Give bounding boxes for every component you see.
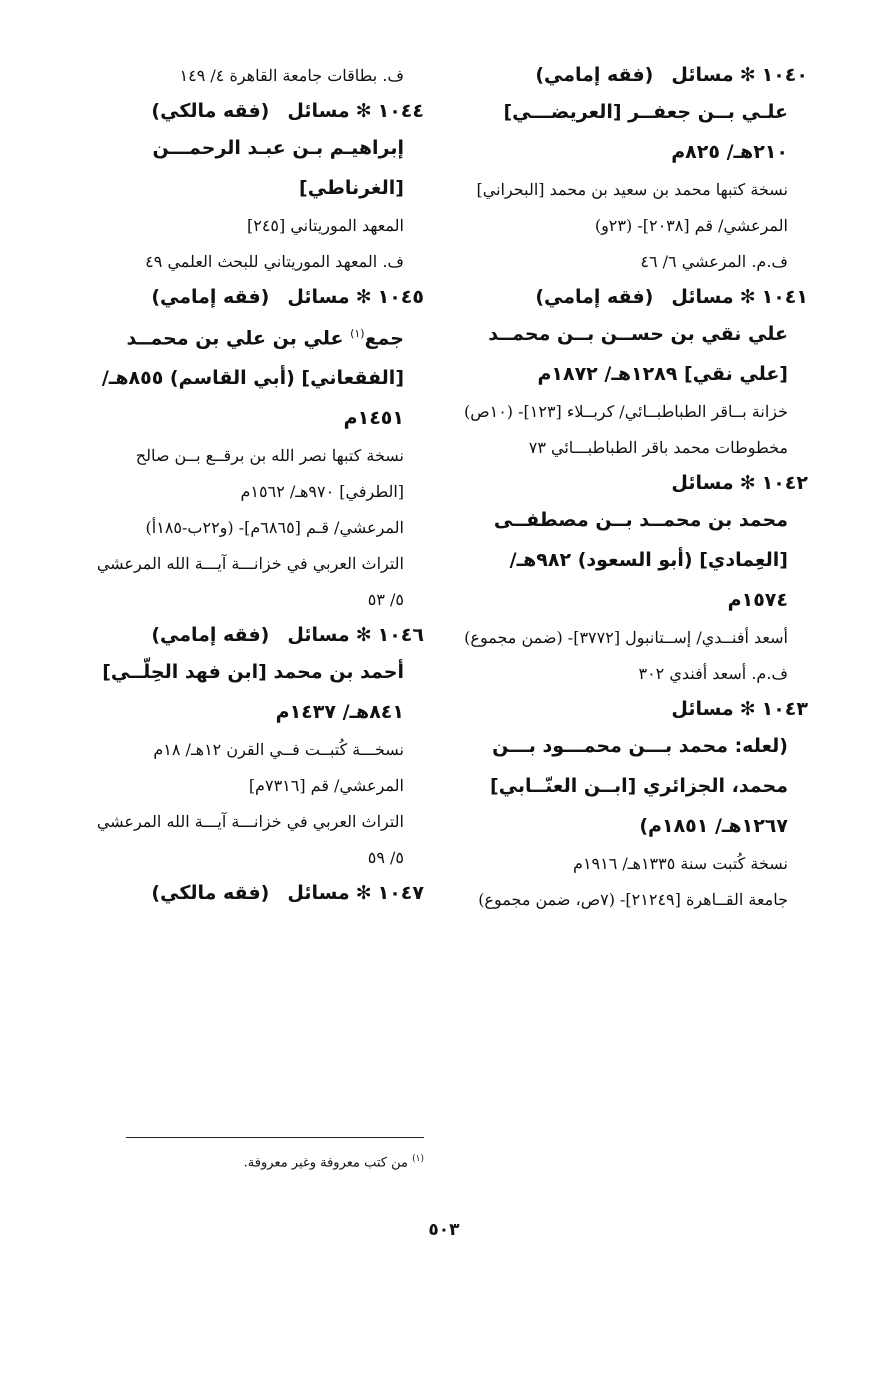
entry-detail-line: أسعد أفنــدي/ إســتانبول [٣٧٧٢]- (ضمن مجموع) bbox=[464, 628, 788, 647]
entry-genre: (فقه مالكي) bbox=[151, 100, 270, 122]
page-number: ٥٠٣ bbox=[428, 1220, 460, 1240]
entry-genre: (فقه إمامي) bbox=[151, 286, 270, 308]
star-icon: ✻ bbox=[355, 100, 372, 122]
entry-detail-line: نسخة كتبها نصر الله بن برقــع بــن صالح [الطرفي] ٩٧٠هـ/ ١٥٦٢م bbox=[135, 446, 404, 502]
entry-detail-line: مخطوطات محمد باقر الطباطبـــائي ٧٣ bbox=[528, 438, 788, 457]
entry-detail-line: المرعشي/ قـم [٦٨٦٥م]- (و٢٢ب-١٨٥أ) bbox=[145, 518, 404, 538]
author-name: علي بن علي بن محمــد [الفقعاني] (أبي القاسم) ٨٥٥هـ/ ١٤٥١م bbox=[101, 327, 404, 430]
entry-detail-line: ف.م. المرعشي ٦/ ٤٦ bbox=[640, 252, 788, 271]
entry-detail-line: المرعشي/ قم [٢٠٣٨]- (٢٣و) bbox=[594, 216, 788, 235]
entry-title: مسائل bbox=[671, 64, 734, 86]
entry-title: مسائل bbox=[287, 286, 350, 308]
entry-author bbox=[78, 128, 424, 208]
entry-number: ١٠٤١ bbox=[761, 286, 808, 308]
entry-detail-line: جامعة القــاهرة [٢١٢٤٩]- (٧ص، ضمن مجموع) bbox=[478, 890, 788, 909]
author-name: علـي بــن جعفــر [العريضـــي] ٢١٠هـ/ ٨٢٥م bbox=[503, 101, 788, 163]
catalog-entry bbox=[462, 280, 808, 466]
entry-title: مسائل bbox=[671, 472, 734, 494]
star-icon: ✻ bbox=[355, 882, 372, 905]
star-icon: ✻ bbox=[739, 698, 756, 720]
entry-author bbox=[78, 314, 424, 438]
left-column bbox=[78, 58, 424, 910]
entry-detail-line: نسخـــة كُتبــت فــي القرن ١٢هـ/ ١٨م bbox=[153, 740, 404, 760]
star-icon: ✻ bbox=[739, 472, 756, 494]
entry-author bbox=[462, 726, 808, 846]
entry-heading bbox=[78, 618, 424, 652]
entry-title: مسائل bbox=[287, 624, 350, 647]
entry-author bbox=[78, 652, 424, 732]
entry-detail-line: التراث العربي في خزانـــة آيـــة الله المرعشي ٥/ ٥٩ bbox=[96, 812, 404, 868]
catalog-entry bbox=[462, 692, 808, 918]
footnote-text: من كتب معروفة وغير معروفة. bbox=[243, 1155, 413, 1171]
footnote-divider bbox=[126, 1137, 424, 1138]
star-icon: ✻ bbox=[355, 286, 372, 308]
entry-number: ١٠٤٦ bbox=[377, 624, 424, 647]
entry-heading bbox=[462, 58, 808, 92]
entry-heading bbox=[78, 94, 424, 128]
star-icon: ✻ bbox=[355, 624, 372, 647]
entry-heading bbox=[78, 280, 424, 314]
entry-heading bbox=[78, 876, 424, 910]
entry-number: ١٠٤٥ bbox=[377, 286, 424, 308]
entry-number: ١٠٤٣ bbox=[761, 698, 808, 720]
catalog-entry bbox=[78, 58, 424, 94]
author-prefix: جمع bbox=[364, 327, 404, 350]
catalog-entry bbox=[78, 876, 424, 910]
entry-detail-line: ف. المعهد الموريتاني للبحث العلمي ٤٩ bbox=[145, 252, 404, 271]
entry-detail-line: المرعشي/ قم [٧٣١٦م] bbox=[248, 776, 404, 796]
footnote-ref: (١) bbox=[350, 327, 365, 340]
entry-detail-line: خزانة بــاقر الطباطبــائي/ كربــلاء [١٢٣]- (١٠ص) bbox=[464, 402, 788, 421]
entry-genre: (فقه إمامي) bbox=[535, 64, 654, 86]
star-icon: ✻ bbox=[739, 64, 756, 86]
author-name: (لعله: محمد بـــن محمـــود بـــن محمد، الجزائري [ابــن العنّــابي] ١٢٦٧هـ/ ١٨٥١م) bbox=[490, 735, 788, 837]
entry-detail-line: المعهد الموريتاني [٢٤٥] bbox=[246, 216, 404, 235]
entry-detail-line: التراث العربي في خزانـــة آيـــة الله المرعشي ٥/ ٥٣ bbox=[96, 554, 404, 610]
entry-number: ١٠٤٢ bbox=[761, 472, 808, 494]
entry-heading bbox=[462, 280, 808, 314]
entry-number: ١٠٤٧ bbox=[377, 882, 424, 905]
entry-detail-line: ف.م. أسعد أفندي ٣٠٢ bbox=[638, 664, 788, 683]
star-icon: ✻ bbox=[739, 286, 756, 308]
entry-title: مسائل bbox=[671, 286, 734, 308]
entry-genre: (فقه إمامي) bbox=[535, 286, 654, 308]
right-column bbox=[462, 58, 808, 918]
author-name: إبراهيـم بـن عبـد الرحمـــن [الغرناطي] bbox=[152, 137, 404, 199]
author-name: علي نقي بن حســن بــن محمــد [علي نقي] ١٢٨٩هـ/ ١٨٧٢م bbox=[488, 323, 788, 385]
catalog-entry bbox=[462, 466, 808, 692]
catalog-entry bbox=[462, 58, 808, 280]
entry-genre: (فقه مالكي) bbox=[151, 882, 270, 905]
entry-heading bbox=[462, 466, 808, 500]
entry-author bbox=[462, 500, 808, 620]
entry-heading bbox=[462, 692, 808, 726]
entry-detail-line: ف. بطاقات جامعة القاهرة ٤/ ١٤٩ bbox=[179, 66, 404, 85]
entry-detail-line: نسخة كتبها محمد بن سعيد بن محمد [البحراني] bbox=[476, 180, 788, 199]
catalog-entry bbox=[78, 618, 424, 876]
catalog-entry bbox=[78, 280, 424, 618]
footnote bbox=[126, 1148, 424, 1174]
entry-title: مسائل bbox=[287, 100, 350, 122]
entry-number: ١٠٤٠ bbox=[761, 64, 808, 86]
entry-number: ١٠٤٤ bbox=[377, 100, 424, 122]
entry-title: مسائل bbox=[287, 882, 350, 905]
entry-title: مسائل bbox=[671, 698, 734, 720]
author-name: محمد بن محمــد بــن مصطفــى [العِمادي] (أبو السعود) ٩٨٢هـ/ ١٥٧٤م bbox=[493, 509, 788, 611]
entry-author bbox=[462, 314, 808, 394]
entry-genre: (فقه إمامي) bbox=[151, 624, 270, 647]
catalog-entry bbox=[78, 94, 424, 280]
entry-detail-line: نسخة كُتبت سنة ١٣٣٥هـ/ ١٩١٦م bbox=[573, 854, 788, 873]
author-name: أحمد بن محمد [ابن فهد الحِلّــي] ٨٤١هـ/ ١٤٣٧م bbox=[102, 661, 404, 724]
footnote-marker: (١) bbox=[412, 1154, 424, 1164]
entry-author bbox=[462, 92, 808, 172]
